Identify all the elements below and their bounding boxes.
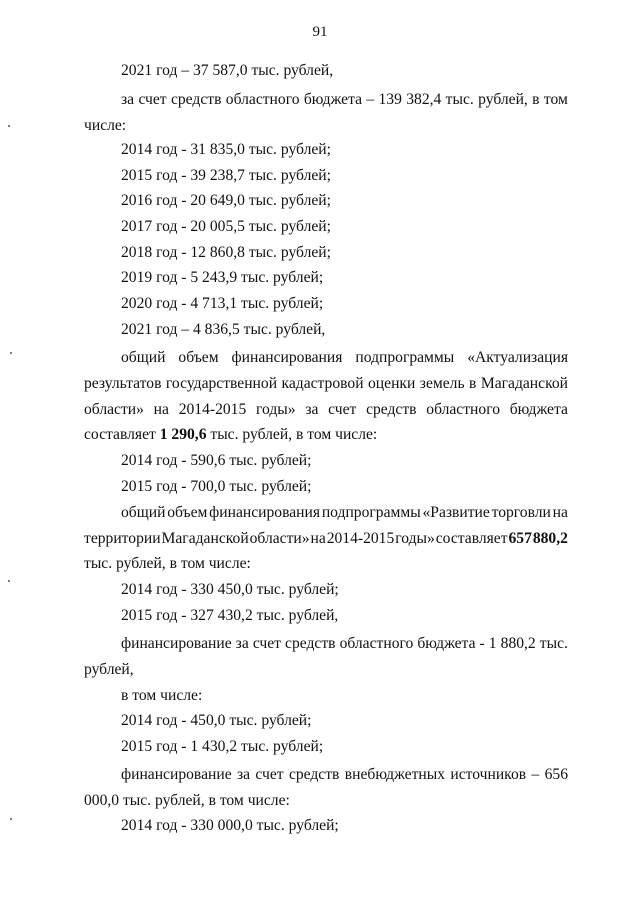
text-line: финансирование за счет средств областного бюджета - 1 880,2 тыс. (121, 635, 568, 652)
text-line: 000,0 тыс. рублей, в том числе: (84, 792, 290, 809)
text-line: 2015 год - 327 430,2 тыс. рублей, (121, 607, 339, 624)
text-line: в том числе: (121, 687, 203, 704)
text-line: финансирование за счет средств внебюджетных источников – 656 (121, 766, 568, 783)
text-line: 2014 год - 330 000,0 тыс. рублей; (121, 817, 339, 834)
scan-speck (8, 580, 10, 582)
text-line: 2015 год - 39 238,7 тыс. рублей; (121, 167, 331, 184)
text-line: 2014 год - 450,0 тыс. рублей; (121, 712, 312, 729)
text-line: 2015 год - 700,0 тыс. рублей; (121, 478, 312, 495)
text-line: 2014 год - 330 450,0 тыс. рублей; (121, 581, 339, 598)
text-line: 2016 год - 20 649,0 тыс. рублей; (121, 192, 331, 209)
text-line: за счет средств областного бюджета – 139 382,4 тыс. рублей, в том (121, 91, 568, 108)
text-line (84, 425, 377, 445)
text-fragment: тыс. рублей, в том числе: (206, 426, 378, 443)
text-line: общий объем финансирования подпрограммы «Актуализация (121, 349, 568, 366)
text-line: 2014 год - 590,6 тыс. рублей; (121, 452, 312, 469)
text-line: 2021 год – 4 836,5 тыс. рублей, (121, 321, 326, 338)
text-line: 2014 год - 31 835,0 тыс. рублей; (121, 141, 331, 158)
text-line: 2020 год - 4 713,1 тыс. рублей; (121, 295, 324, 312)
text-line: тыс. рублей, в том числе: (84, 555, 251, 572)
text-line: 2018 год - 12 860,8 тыс. рублей; (121, 244, 331, 261)
text-line: числе: (84, 117, 127, 134)
text-line: результатов государственной кадастровой оценки земель в Магаданской (84, 375, 568, 392)
text-line: рублей, (84, 661, 134, 678)
text-line: 2019 год - 5 243,9 тыс. рублей; (121, 269, 324, 286)
scan-speck (8, 125, 10, 127)
text-fragment: составляет (84, 426, 160, 443)
scan-speck (10, 818, 12, 820)
scan-speck (10, 352, 12, 354)
text-line: 2017 год - 20 005,5 тыс. рублей; (121, 218, 331, 235)
text-line: общий объем финансирования подпрограммы «Развитие торговли на (121, 504, 568, 521)
text-line: области» на 2014-2015 годы» за счет средств областного бюджета (84, 401, 568, 418)
text-line: территории Магаданской области» на 2014-2015 годы» составляет 657 880,2 (84, 530, 568, 547)
page-number: 91 (312, 24, 328, 40)
total-amount: 1 290,6 (159, 426, 207, 443)
text-line: 2021 год – 37 587,0 тыс. рублей, (121, 62, 334, 79)
text-line: 2015 год - 1 430,2 тыс. рублей; (121, 738, 324, 755)
